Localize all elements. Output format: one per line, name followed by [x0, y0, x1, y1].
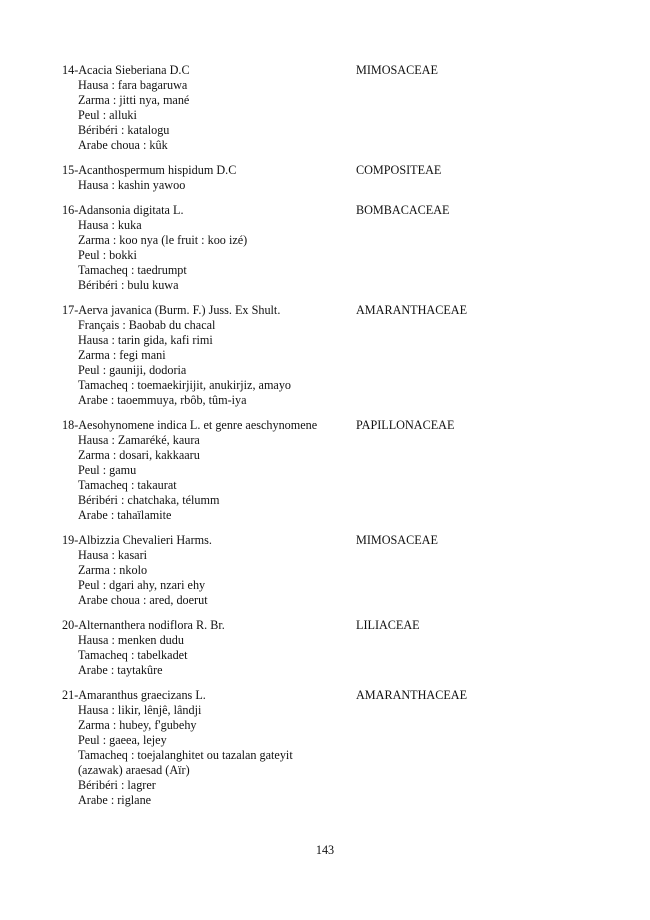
- vernacular-name: Béribéri : lagrer: [78, 778, 156, 792]
- vernacular-name: Zarma : nkolo: [78, 563, 148, 577]
- vernacular-name: Béribéri : katalogu: [78, 123, 170, 137]
- family-name: AMARANTHACEAE: [356, 303, 468, 317]
- vernacular-name: Hausa : menken dudu: [78, 633, 184, 647]
- vernacular-name: Zarma : fegi mani: [78, 348, 166, 362]
- species-name: 18-Aesohynomene indica L. et genre aeschynomene: [62, 418, 318, 432]
- family-name: PAPILLONACEAE: [356, 418, 455, 432]
- vernacular-name: Arabe choua : kûk: [78, 138, 168, 152]
- vernacular-name: Peul : gauniji, dodoria: [78, 363, 187, 377]
- vernacular-name: Béribéri : bulu kuwa: [78, 278, 179, 292]
- family-name: MIMOSACEAE: [356, 533, 438, 547]
- species-name: 21-Amaranthus graecizans L.: [62, 688, 206, 702]
- vernacular-name: Hausa : kasari: [78, 548, 148, 562]
- vernacular-name: Tamacheq : taedrumpt: [78, 263, 187, 277]
- vernacular-name: Hausa : kashin yawoo: [78, 178, 186, 192]
- species-name: 19-Albizzia Chevalieri Harms.: [62, 533, 212, 547]
- entry-16: [62, 203, 602, 293]
- entry-21: [62, 688, 602, 808]
- vernacular-name: Arabe : taoemmuya, rbôb, tûm-iya: [78, 393, 247, 407]
- family-name: MIMOSACEAE: [356, 63, 438, 77]
- vernacular-name: Béribéri : chatchaka, télumm: [78, 493, 220, 507]
- vernacular-name: Peul : dgari ahy, nzari ehy: [78, 578, 206, 592]
- vernacular-name: Zarma : jitti nya, mané: [78, 93, 190, 107]
- vernacular-name: Peul : alluki: [78, 108, 137, 122]
- vernacular-name: Arabe : tahaïlamite: [78, 508, 172, 522]
- vernacular-name: Peul : gamu: [78, 463, 137, 477]
- species-name: 17-Aerva javanica (Burm. F.) Juss. Ex Shult.: [62, 303, 281, 317]
- entry-19: [62, 533, 602, 608]
- entry-20: [62, 618, 602, 678]
- vernacular-name: Tamacheq : toejalanghitet ou tazalan gateyit: [78, 748, 293, 762]
- vernacular-name: Arabe : riglane: [78, 793, 152, 807]
- vernacular-name: Hausa : likir, lênjê, lândji: [78, 703, 202, 717]
- entry-17: [62, 303, 602, 408]
- family-name: COMPOSITEAE: [356, 163, 442, 177]
- species-name: 15-Acanthospermum hispidum D.C: [62, 163, 237, 177]
- vernacular-name: Tamacheq : tabelkadet: [78, 648, 188, 662]
- vernacular-name: Tamacheq : takaurat: [78, 478, 177, 492]
- page-number: 143: [315, 843, 335, 857]
- species-name: 20-Alternanthera nodiflora R. Br.: [62, 618, 225, 632]
- vernacular-name: Zarma : koo nya (le fruit : koo izé): [78, 233, 248, 247]
- vernacular-name: Tamacheq : toemaekirjijit, anukirjiz, amayo: [78, 378, 292, 392]
- family-name: BOMBACACEAE: [356, 203, 450, 217]
- species-name: 16-Adansonia digitata L.: [62, 203, 184, 217]
- family-name: LILIACEAE: [356, 618, 420, 632]
- vernacular-name: Hausa : kuka: [78, 218, 142, 232]
- document-page: [62, 63, 602, 818]
- vernacular-name: Arabe : taytakûre: [78, 663, 163, 677]
- vernacular-name: Arabe choua : ared, doerut: [78, 593, 208, 607]
- entry-14: [62, 63, 602, 153]
- vernacular-name: Hausa : Zamaréké, kaura: [78, 433, 200, 447]
- vernacular-name: (azawak) araesad (Aïr): [78, 763, 190, 777]
- vernacular-name: Zarma : dosari, kakkaaru: [78, 448, 200, 462]
- vernacular-name: Zarma : hubey, f'gubehy: [78, 718, 197, 732]
- vernacular-name: Hausa : fara bagaruwa: [78, 78, 188, 92]
- species-name: 14-Acacia Sieberiana D.C: [62, 63, 190, 77]
- entry-18: [62, 418, 602, 523]
- vernacular-name: Peul : gaeea, lejey: [78, 733, 167, 747]
- vernacular-name: Français : Baobab du chacal: [78, 318, 216, 332]
- vernacular-name: Peul : bokki: [78, 248, 137, 262]
- family-name: AMARANTHACEAE: [356, 688, 468, 702]
- vernacular-name: Hausa : tarin gida, kafi rimi: [78, 333, 213, 347]
- entry-15: [62, 163, 602, 193]
